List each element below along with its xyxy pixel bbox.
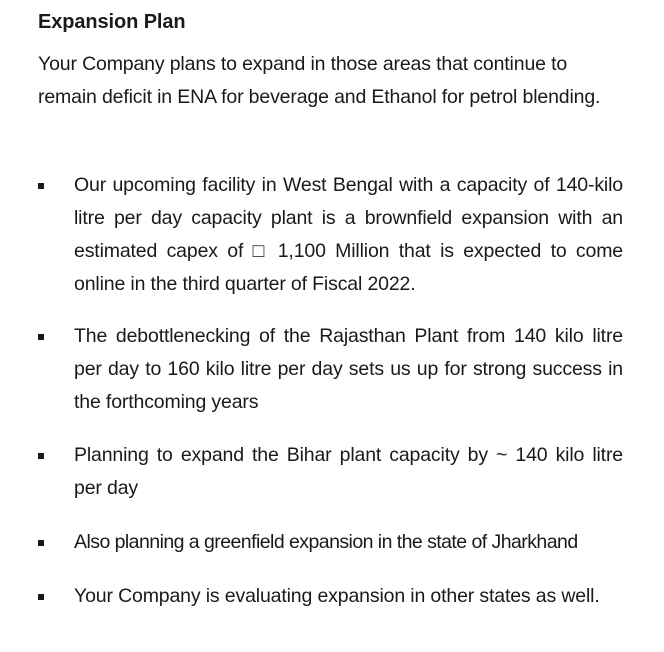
- bullet-text: Our upcoming facility in West Bengal with a capacity of 140-kilo litre per day capacity plant is a brownfield expansion with an estimated capex of □ 1,100 Million that is expected to come online in the third quarter of Fiscal 2022.: [74, 174, 623, 295]
- square-bullet-icon: [38, 334, 44, 340]
- square-bullet-icon: [38, 183, 44, 189]
- square-bullet-icon: [38, 540, 44, 546]
- section-heading: Expansion Plan: [38, 11, 186, 33]
- bullet-text: Your Company is evaluating expansion in other states as well.: [74, 585, 600, 607]
- bullet-item-jharkhand: [38, 526, 623, 559]
- square-bullet-icon: [38, 453, 44, 459]
- square-bullet-icon: [38, 594, 44, 600]
- bullet-text: Planning to expand the Bihar plant capacity by ~ 140 kilo litre per day: [74, 444, 623, 499]
- bullet-text: The debottlenecking of the Rajasthan Plant from 140 kilo litre per day to 160 kilo litre per day sets us up for strong success in the forthcoming years: [74, 325, 623, 413]
- bullet-item-other-states: [38, 580, 623, 613]
- bullet-item-rajasthan: [38, 320, 623, 419]
- bullet-item-west-bengal: [38, 169, 623, 301]
- intro-paragraph: Your Company plans to expand in those areas that continue to remain deficit in ENA for beverage and Ethanol for petrol blending.: [38, 53, 601, 108]
- bullet-item-bihar: [38, 439, 623, 505]
- bullet-text: Also planning a greenfield expansion in the state of Jharkhand: [74, 531, 578, 553]
